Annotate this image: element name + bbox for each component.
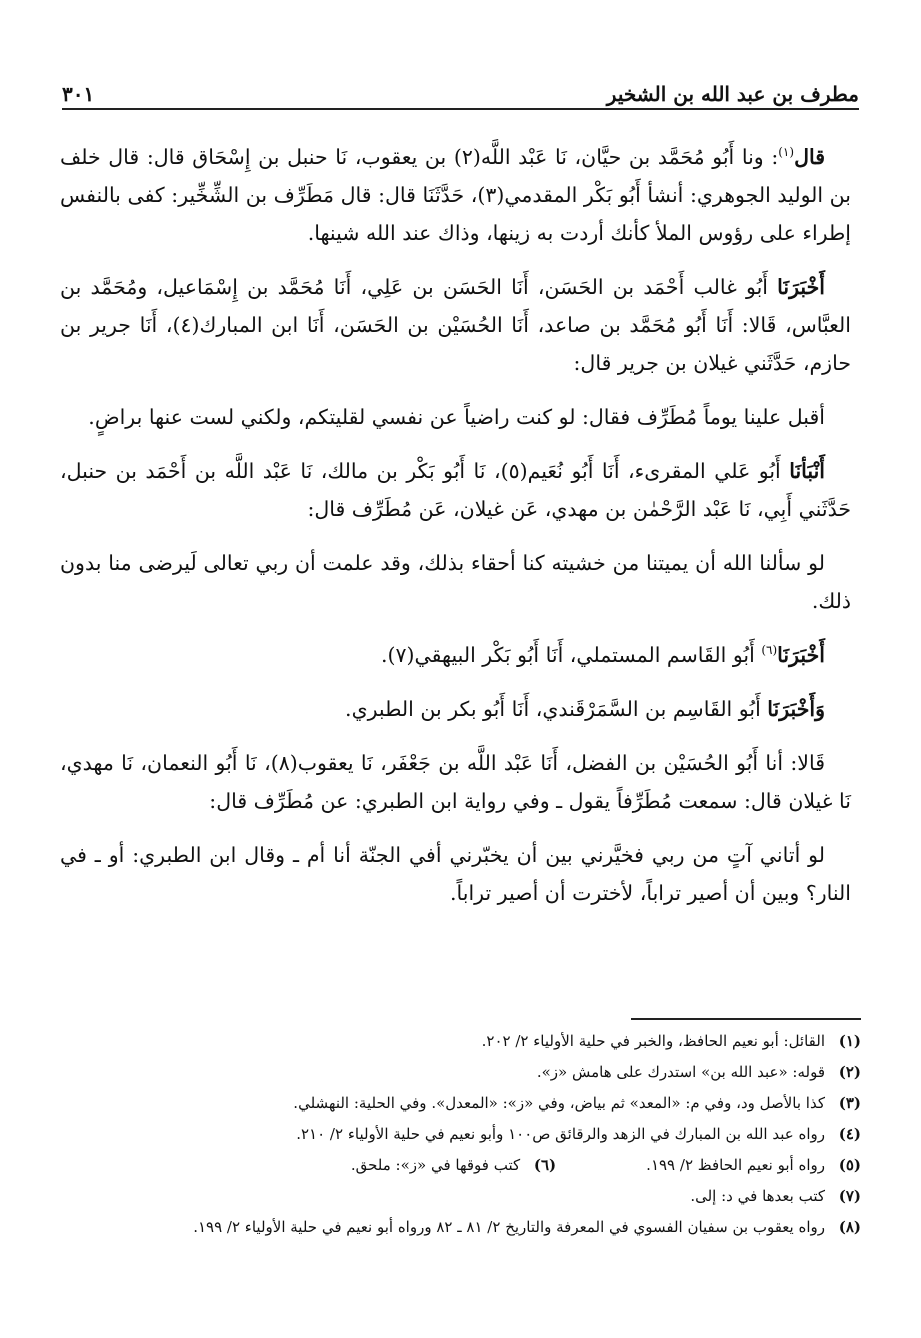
footnote-number: (٦) bbox=[533, 1156, 557, 1174]
narration-keyword: وَأَخْبَرَنَا bbox=[767, 697, 825, 721]
paragraph bbox=[60, 452, 851, 528]
paragraph-text: أَبُو غالب أَحْمَد بن الحَسَن، أَنَا الحَسَن بن عَلِي، أَنَا مُحَمَّد بن إِسْمَاعيل، ومُحَمَّد بن العبَّاس، قَالا: أَنَا أَبُو مُحَمَّد بن صاعد، أَنَا الحُسَيْن بن الحَسَن، أَنَا ابن المبارك(٤)، أَنَا جرير بن حازم، حَدَّثَني غيلان بن جرير قال: bbox=[60, 275, 851, 375]
footnote-text: قوله: «عبد الله بن» استدرك على هامش «ز». bbox=[536, 1063, 825, 1081]
paragraph-text: أَبُو عَلي المقرىء، أَنَا أَبُو نُعَيم(٥)، نَا أَبُو بَكْر بن مالك، نَا عَبْد اللَّه بن أَحْمَد بن حنبل، حَدَّثَني أَبِي، نَا عَبْد الرَّحْمٰن بن مهدي، عَن غيلان، عَن مُطَرِّف قال: bbox=[60, 459, 851, 521]
footnote-number: (٣) bbox=[838, 1094, 861, 1112]
paragraph-text: قَالا: أنا أَبُو الحُسَيْن بن الفضل، أَنَا عَبْد اللَّه بن جَعْفَر، نَا يعقوب(٨)، نَا أَبُو النعمان، نَا مهدي، نَا غيلان قال: سمعت مُطَرِّفاً يقول ـ وفي رواية ابن الطبري: عن مُطَرِّف قال: bbox=[60, 751, 851, 813]
footnote-ref: (١) bbox=[778, 145, 795, 160]
footnote-text: رواه عبد الله بن المبارك في الزهد والرقائق ص١٠٠ وأبو نعيم في حلية الأولياء ٢/ ٢١٠. bbox=[296, 1125, 825, 1143]
paragraph-text: أَبُو القَاسم المستملي، أَنَا أَبُو بَكْر البيهقي(٧). bbox=[381, 643, 762, 667]
running-title: مطرف بن عبد الله بن الشخير bbox=[606, 82, 859, 106]
footnote bbox=[60, 1119, 861, 1150]
narration-keyword: أَخْبَرَنَا bbox=[777, 275, 825, 299]
footnote-ref: (٦) bbox=[761, 643, 778, 658]
footnote-text: كذا بالأصل ود، وفي م: «المعد» ثم بياض، وفي «ز»: «المعدل». وفي الحلية: النهشلي. bbox=[293, 1094, 825, 1112]
narration-keyword: أَنْبَأنَا bbox=[789, 459, 825, 483]
narration-keyword: قال bbox=[794, 145, 826, 169]
paragraph bbox=[60, 636, 851, 674]
footnote-row bbox=[60, 1150, 861, 1181]
footnote-number: (٢) bbox=[838, 1063, 861, 1081]
footnotes bbox=[60, 1018, 861, 1243]
main-text bbox=[60, 138, 851, 928]
footnote bbox=[60, 1026, 861, 1057]
footnote bbox=[60, 1057, 861, 1088]
footnote bbox=[351, 1150, 556, 1181]
footnote-text: القائل: أبو نعيم الحافظ، والخبر في حلية الأولياء ٢/ ٢٠٢. bbox=[481, 1032, 825, 1050]
footnote-number: (٤) bbox=[838, 1125, 861, 1143]
paragraph bbox=[60, 544, 851, 620]
paragraph bbox=[60, 138, 851, 252]
footnote-text: رواه أبو نعيم الحافظ ٢/ ١٩٩. bbox=[646, 1156, 825, 1174]
footnote-text: كتب فوقها في «ز»: ملحق. bbox=[350, 1156, 521, 1174]
paragraph bbox=[60, 836, 851, 912]
footnote-divider bbox=[631, 1018, 861, 1020]
paragraph bbox=[60, 398, 851, 436]
paragraph-text: لو سألنا الله أن يميتنا من خشيته كنا أحقاء بذلك، وقد علمت أن ربي تعالى لَيرضى منا بدون ذلك. bbox=[60, 551, 851, 613]
footnote bbox=[60, 1181, 861, 1212]
footnote bbox=[60, 1212, 861, 1243]
footnote bbox=[646, 1150, 861, 1181]
paragraph bbox=[60, 744, 851, 820]
footnote bbox=[60, 1088, 861, 1119]
footnote-number: (٨) bbox=[838, 1218, 861, 1236]
footnote-number: (٥) bbox=[838, 1156, 861, 1174]
footnote-number: (٧) bbox=[838, 1187, 861, 1205]
page-header bbox=[62, 66, 859, 110]
page-number: ٣٠١ bbox=[62, 82, 95, 106]
paragraph bbox=[60, 268, 851, 382]
footnote-text: كتب بعدها في د: إلى. bbox=[690, 1187, 825, 1205]
paragraph-text: لو أتاني آتٍ من ربي فخيَّرني بين أن يخبّرني أفي الجنّة أنا أم ـ وقال ابن الطبري: أو ـ في النار؟ وبين أن أصير تراباً، لأخترت أن أصير تراباً. bbox=[60, 843, 851, 905]
paragraph-text: أقبل علينا يوماً مُطَرِّف فقال: لو كنت راضياً عن نفسي لقليتكم، ولكني لست عنها براضٍ. bbox=[88, 405, 825, 429]
footnote-number: (١) bbox=[838, 1032, 861, 1050]
paragraph-text: أَبُو القَاسِم بن السَّمَرْقَندي، أَنَا أَبُو بكر بن الطبري. bbox=[345, 697, 768, 721]
narration-keyword: أَخْبَرَنَا bbox=[777, 643, 825, 667]
footnote-text: رواه يعقوب بن سفيان الفسوي في المعرفة والتاريخ ٢/ ٨١ ـ ٨٢ ورواه أبو نعيم في حلية الأولياء ٢/ ١٩٩. bbox=[193, 1218, 825, 1236]
paragraph bbox=[60, 690, 851, 728]
paragraph-text: : ونا أَبُو مُحَمَّد بن حيَّان، نَا عَبْد اللَّه(٢) بن يعقوب، نَا حنبل بن إِسْحَاق قال: قال خلف بن الوليد الجوهري: أنشأ أَبُو بَكْر المقدمي(٣)، حَدَّثَنَا قال: قال مَطَرِّف بن الشِّخِّير: كفى بالنفس إطراء على رؤوس الملأ كأنك أردت به زينها، وذاك عند الله شينها. bbox=[60, 145, 851, 245]
